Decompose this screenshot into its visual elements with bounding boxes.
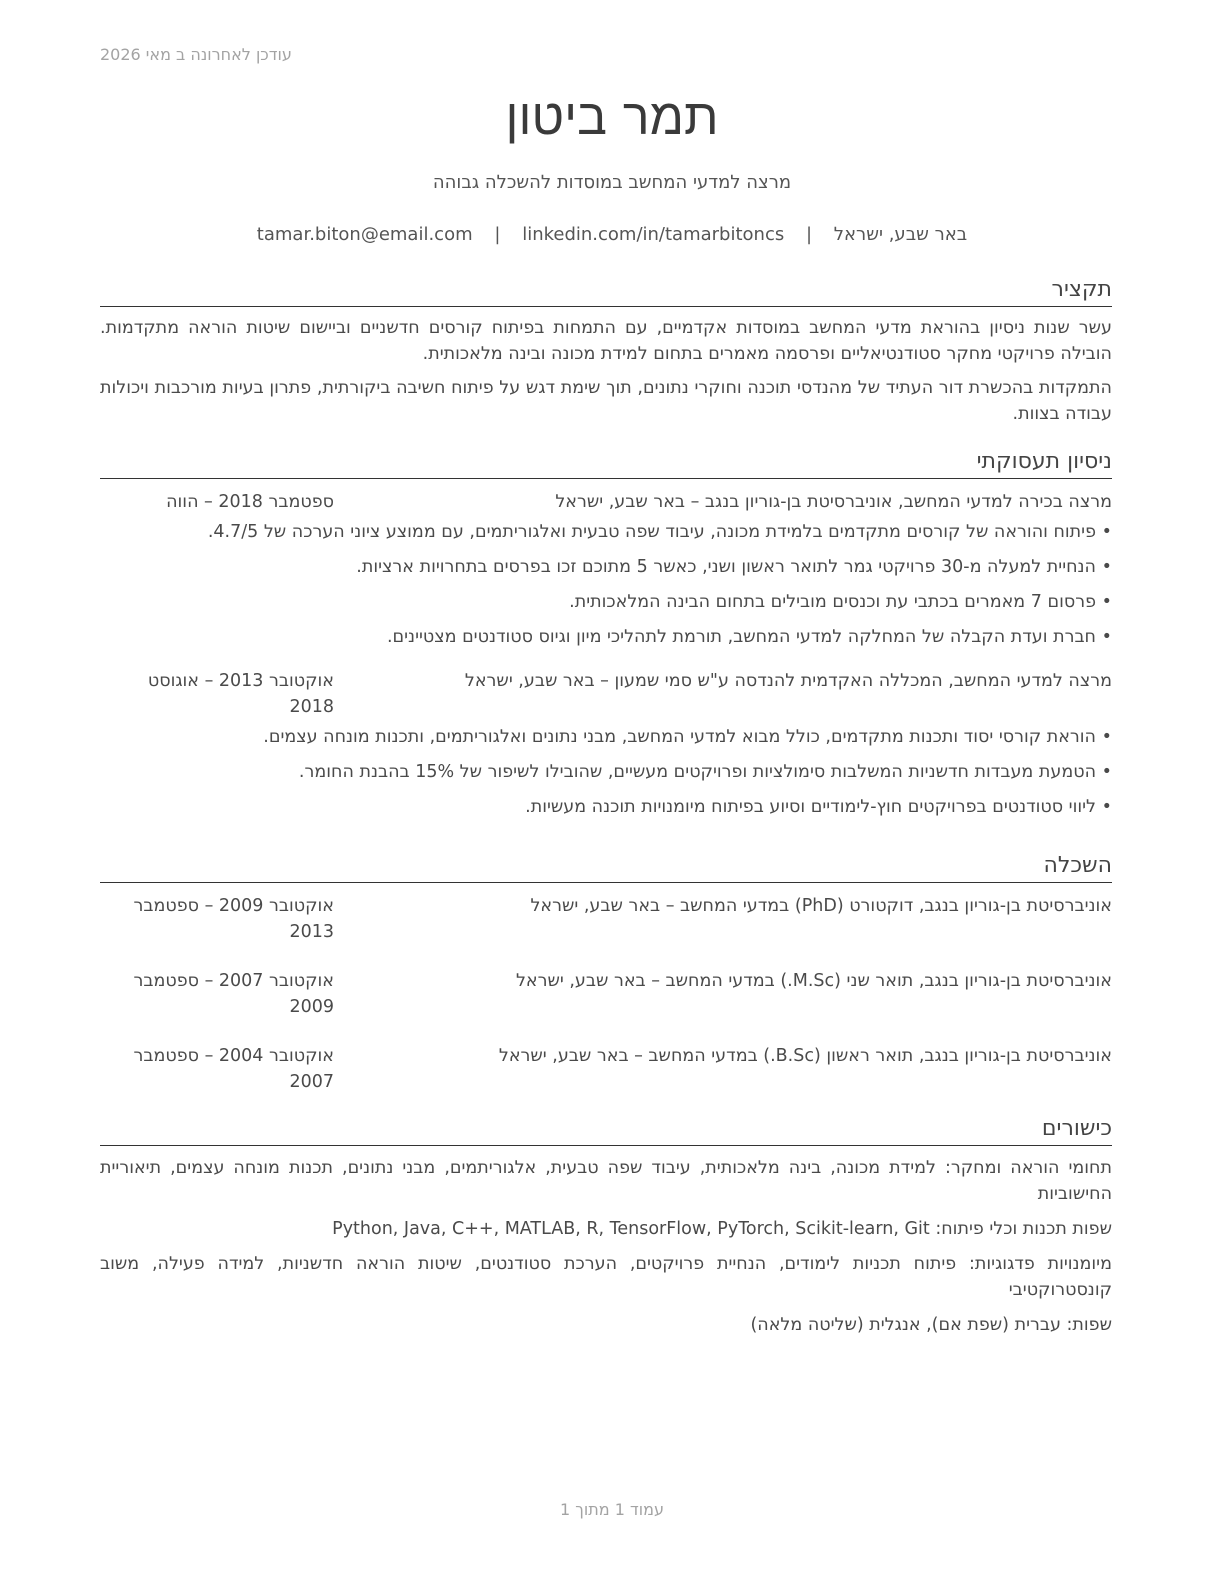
skills-section <box>100 1115 1112 1338</box>
experience-section <box>100 448 1112 829</box>
skills-line: שפות תכנות וכלי פיתוח: Python, Java, C++, MATLAB, R, TensorFlow, PyTorch, Scikit-learn, Git <box>332 1219 1112 1239</box>
contact-line <box>0 224 1224 245</box>
skills-line: שפות: עברית (שפת אם), אנגלית (שליטה מלאה) <box>750 1315 1112 1335</box>
job-header <box>100 489 1112 515</box>
job-dates: אוקטובר 2013 – אוגוסט 2018 <box>147 671 334 717</box>
job-header <box>100 668 1112 720</box>
skills-line: מיומנויות פדגוגיות: פיתוח תכניות לימודים, הנחיית פרויקטים, הערכת סטודנטים, שיטות הוראה חדשניות, למידה פעילה, משוב קונסטרוקטיבי <box>100 1254 1112 1300</box>
education-dates: אוקטובר 2004 – ספטמבר 2007 <box>133 1046 334 1092</box>
experience-title: ניסיון תעסוקתי <box>100 448 1112 479</box>
last-updated: עודכן לאחרונה ב מאי 2026 <box>100 45 292 64</box>
education-degree: אוניברסיטת בן-גוריון בנגב, דוקטורט (PhD) במדעי המחשב – באר שבע, ישראל <box>530 896 1112 916</box>
skills-line: תחומי הוראה ומחקר: למידת מכונה, בינה מלאכותית, עיבוד שפה טבעית, אלגוריתמים, מבני נתונים, תכנות מונחה עצמים, תיאוריית החישוביות <box>100 1158 1112 1204</box>
contact-location: באר שבע, ישראל <box>833 224 968 245</box>
job-bullets <box>100 724 1112 820</box>
job-bullets <box>100 519 1112 650</box>
contact-linkedin[interactable]: linkedin.com/in/tamarbitoncs <box>522 224 785 245</box>
education-degree: אוניברסיטת בן-גוריון בנגב, תואר ראשון (B.Sc.) במדעי המחשב – באר שבע, ישראל <box>498 1046 1112 1066</box>
contact-separator: | <box>805 224 813 245</box>
contact-email[interactable]: tamar.biton@email.com <box>256 224 473 245</box>
job-dates: ספטמבר 2018 – הווה <box>166 492 334 512</box>
page-number: עמוד 1 מתוך 1 <box>560 1500 664 1519</box>
job-bullet: • ליווי סטודנטים בפרויקטים חוץ-לימודיים וסיוע בפיתוח מיומנויות תוכנה מעשיות. <box>100 794 1112 820</box>
summary-section <box>100 276 1112 427</box>
education-item <box>100 968 1112 1020</box>
job-title: מרצה בכירה למדעי המחשב, אוניברסיטת בן-גוריון בנגב – באר שבע, ישראל <box>555 492 1112 512</box>
education-item <box>100 1043 1112 1095</box>
education-dates: אוקטובר 2007 – ספטמבר 2009 <box>133 971 334 1017</box>
education-section <box>100 852 1112 1095</box>
job-bullet: • פיתוח והוראה של קורסים מתקדמים בלמידת מכונה, עיבוד שפה טבעית ואלגוריתמים, עם ממוצע ציוני הערכה של 4.7/5. <box>100 519 1112 545</box>
education-item <box>100 893 1112 945</box>
education-dates: אוקטובר 2009 – ספטמבר 2013 <box>133 896 334 942</box>
job-bullet: • פרסום 7 מאמרים בכתבי עת וכנסים מובילים בתחום הבינה המלאכותית. <box>100 589 1112 615</box>
summary-title: תקציר <box>100 276 1112 307</box>
job-bullet: • הנחיית למעלה מ-30 פרויקטי גמר לתואר ראשון ושני, כאשר 5 מתוכם זכו בפרסים בתחרויות ארציות. <box>100 554 1112 580</box>
education-degree: אוניברסיטת בן-גוריון בנגב, תואר שני (M.Sc.) במדעי המחשב – באר שבע, ישראל <box>515 971 1112 991</box>
candidate-name: תמר ביטון <box>505 88 719 146</box>
job-bullet: • הטמעת מעבדות חדשניות המשלבות סימולציות ופרויקטים מעשיים, שהובילו לשיפור של 15% בהבנת החומר. <box>100 759 1112 785</box>
candidate-subtitle: מרצה למדעי המחשב במוסדות להשכלה גבוהה <box>432 172 792 193</box>
job-title: מרצה למדעי המחשב, המכללה האקדמית להנדסה ע"ש סמי שמעון – באר שבע, ישראל <box>464 671 1112 691</box>
summary-paragraph: התמקדות בהכשרת דור העתיד של מהנדסי תוכנה וחוקרי נתונים, תוך שימת דגש על פיתוח חשיבה ביקורתית, פתרון בעיות מורכבות ויכולות עבודה בצוות. <box>100 378 1112 424</box>
education-title: השכלה <box>100 852 1112 883</box>
skills-title: כישורים <box>100 1115 1112 1146</box>
contact-separator: | <box>494 224 501 245</box>
job-bullet: • הוראת קורסי יסוד ותכנות מתקדמים, כולל מבוא למדעי המחשב, מבני נתונים ואלגוריתמים, ותכנות מונחה עצמים. <box>100 724 1112 750</box>
summary-paragraph: עשר שנות ניסיון בהוראת מדעי המחשב במוסדות אקדמיים, עם התמחות בפיתוח קורסים חדשניים וביישום שיטות הוראה מתקדמות. הובילה פרויקטי מחקר סטודנטיאליים ופרסמה מאמרים בתחום למידת מכונה ובינה מלאכותית. <box>100 318 1112 364</box>
job-bullet: • חברת ועדת הקבלה של המחלקה למדעי המחשב, תורמת לתהליכי מיון וגיוס סטודנטים מצטיינים. <box>100 624 1112 650</box>
